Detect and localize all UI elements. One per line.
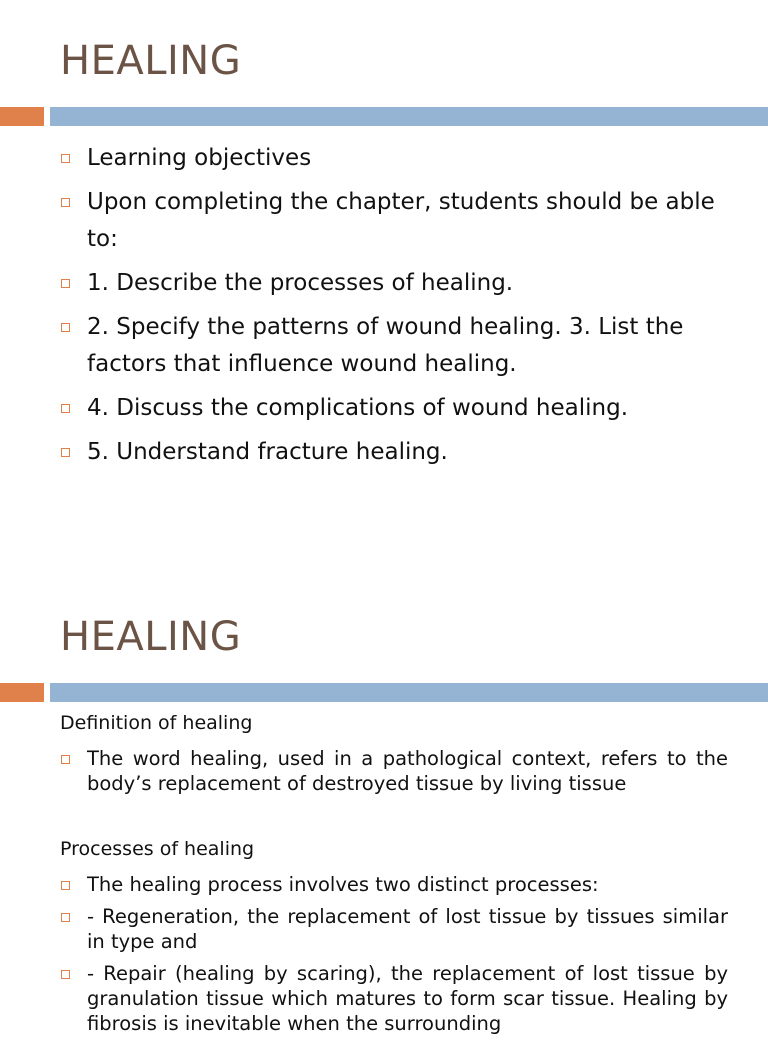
accent-bar <box>0 683 44 702</box>
list-item <box>60 872 728 897</box>
definition-list <box>60 746 728 796</box>
hollow-square-bullet-icon <box>61 154 70 163</box>
bullet-text: 2. Specify the patterns of wound healing. 3. List the factors that influence wound healing. <box>87 314 684 377</box>
hollow-square-bullet-icon <box>61 755 70 764</box>
list-item <box>60 390 728 427</box>
processes-heading: Processes of healing <box>60 838 255 860</box>
bullet-text: Learning objectives <box>87 145 312 171</box>
hollow-square-bullet-icon <box>61 881 70 890</box>
processes-list <box>60 872 728 1043</box>
title-divider-bar <box>50 107 768 126</box>
bullet-text: 5. Understand fracture healing. <box>87 439 448 465</box>
bullet-text: The healing process involves two distinct processes: <box>87 873 599 896</box>
hollow-square-bullet-icon <box>61 279 70 288</box>
list-item <box>60 309 728 383</box>
hollow-square-bullet-icon <box>61 970 70 979</box>
bullet-text: Upon completing the chapter, students should be able to: <box>87 189 715 252</box>
list-item <box>60 961 728 1036</box>
definition-heading: Definition of healing <box>60 712 253 734</box>
list-item <box>60 746 728 796</box>
slide-title: HEALING <box>60 38 242 84</box>
hollow-square-bullet-icon <box>61 404 70 413</box>
list-item <box>60 434 728 471</box>
objectives-list <box>60 140 728 478</box>
bullet-text: The word healing, used in a pathological context, refers to the body’s replacement of destroyed tissue by living tissue <box>87 747 728 795</box>
list-item <box>60 904 728 954</box>
accent-bar <box>0 107 44 126</box>
title-divider-bar <box>50 683 768 702</box>
bullet-text: - Regeneration, the replacement of lost tissue by tissues similar in type and <box>87 905 728 953</box>
hollow-square-bullet-icon <box>61 323 70 332</box>
hollow-square-bullet-icon <box>61 198 70 207</box>
bullet-text: - Repair (healing by scaring), the replacement of lost tissue by granulation tissue which matures to form scar tissue. Healing by fibrosis is inevitable when the surrounding <box>87 962 728 1035</box>
slide-title: HEALING <box>60 614 242 660</box>
list-item <box>60 140 728 177</box>
bullet-text: 1. Describe the processes of healing. <box>87 270 514 296</box>
hollow-square-bullet-icon <box>61 913 70 922</box>
hollow-square-bullet-icon <box>61 448 70 457</box>
bullet-text: 4. Discuss the complications of wound healing. <box>87 395 629 421</box>
list-item <box>60 184 728 258</box>
list-item <box>60 265 728 302</box>
